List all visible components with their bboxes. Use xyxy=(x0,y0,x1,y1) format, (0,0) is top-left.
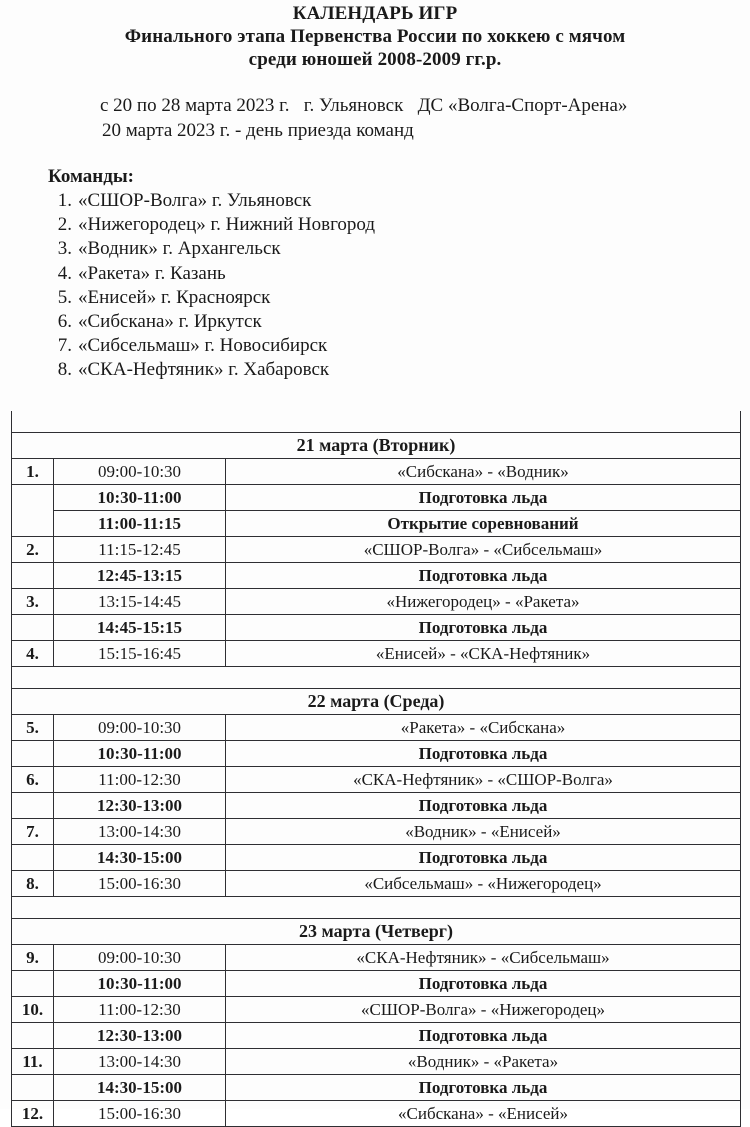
schedule-row-time: 09:00-10:30 xyxy=(54,945,226,971)
schedule-spacer-row xyxy=(12,897,741,919)
schedule-break-row xyxy=(12,741,741,767)
schedule-row-number: 1. xyxy=(12,459,54,485)
venue-city: г. Ульяновск xyxy=(303,95,404,116)
schedule-row-number xyxy=(12,793,54,819)
schedule-row-event: Подготовка льда xyxy=(226,1075,741,1101)
schedule-match-row xyxy=(12,945,741,971)
schedule-row-match: «Енисей» - «СКА-Нефтяник» xyxy=(226,641,741,667)
schedule-row-time: 11:00-11:15 xyxy=(54,511,226,537)
schedule-break-row xyxy=(12,511,741,537)
team-name: «Енисей» г. Красноярск xyxy=(78,286,271,308)
schedule-break-row xyxy=(12,1075,741,1101)
schedule-row-time: 14:30-15:00 xyxy=(54,1075,226,1101)
schedule-day-header-row xyxy=(12,433,741,459)
schedule-row-time: 13:00-14:30 xyxy=(54,819,226,845)
schedule-row-match: «Водник» - «Енисей» xyxy=(226,819,741,845)
schedule-row-number: 7. xyxy=(12,819,54,845)
venue-arena: ДС «Волга-Спорт-Арена» xyxy=(417,95,628,116)
schedule-break-row xyxy=(12,971,741,997)
schedule-row-number: 12. xyxy=(12,1101,54,1127)
team-index: 3. xyxy=(57,238,72,260)
schedule-row-event: Подготовка льда xyxy=(226,741,741,767)
schedule-row-number xyxy=(12,741,54,767)
schedule-row-time: 09:00-10:30 xyxy=(54,459,226,485)
team-name: «Нижегородец» г. Нижний Новгород xyxy=(78,214,376,236)
team-index: 6. xyxy=(57,311,72,333)
schedule-table xyxy=(11,411,741,1127)
schedule-match-row xyxy=(12,997,741,1023)
schedule-row-time: 09:00-10:30 xyxy=(54,715,226,741)
schedule-row-time: 13:00-14:30 xyxy=(54,1049,226,1075)
schedule-row-number: 4. xyxy=(12,641,54,667)
team-index: 8. xyxy=(57,359,72,381)
schedule-row-match: «Сибсельмаш» - «Нижегородец» xyxy=(226,871,741,897)
schedule-row-number xyxy=(12,485,54,511)
schedule-row-match: «Сибскана» - «Водник» xyxy=(226,459,741,485)
schedule-break-row xyxy=(12,615,741,641)
schedule-row-match: «Водник» - «Ракета» xyxy=(226,1049,741,1075)
schedule-day-header-row xyxy=(12,919,741,945)
schedule-row-number xyxy=(12,971,54,997)
schedule-break-row xyxy=(12,845,741,871)
schedule-row-time: 10:30-11:00 xyxy=(54,971,226,997)
title-line-subtitle: Финального этапа Первенства России по хоккею с мячом xyxy=(124,26,626,47)
schedule-day-label: 21 марта (Вторник) xyxy=(12,433,741,459)
schedule-row-number: 11. xyxy=(12,1049,54,1075)
schedule-row-event: Подготовка льда xyxy=(226,845,741,871)
venue-block xyxy=(0,93,750,143)
schedule-row-match: «Нижегородец» - «Ракета» xyxy=(226,589,741,615)
team-name: «Сибскана» г. Иркутск xyxy=(78,311,262,333)
schedule-match-row xyxy=(12,589,741,615)
schedule-row-number xyxy=(12,511,54,537)
schedule-match-row xyxy=(12,459,741,485)
schedule-spacer-cell xyxy=(12,667,741,689)
team-index: 4. xyxy=(57,262,72,284)
schedule-row-time: 12:30-13:00 xyxy=(54,793,226,819)
schedule-row-time: 10:30-11:00 xyxy=(54,741,226,767)
schedule-spacer-cell xyxy=(12,897,741,919)
team-name: «Водник» г. Архангельск xyxy=(78,238,281,260)
schedule-row-match: «СШОР-Волга» - «Нижегородец» xyxy=(226,997,741,1023)
team-index: 2. xyxy=(57,214,72,236)
title-line-age-group: среди юношей 2008-2009 гг.р. xyxy=(248,49,502,70)
schedule-row-number xyxy=(12,615,54,641)
team-list-item xyxy=(48,334,750,358)
schedule-row-time: 11:15-12:45 xyxy=(54,537,226,563)
schedule-table-wrapper xyxy=(11,411,740,1127)
schedule-row-event: Подготовка льда xyxy=(226,563,741,589)
venue-arrival-note: 20 марта 2023 г. - день приезда команд xyxy=(102,120,414,141)
schedule-row-time: 12:30-13:00 xyxy=(54,1023,226,1049)
team-list-item xyxy=(48,310,750,334)
schedule-match-row xyxy=(12,871,741,897)
schedule-row-time: 11:00-12:30 xyxy=(54,997,226,1023)
team-index: 7. xyxy=(57,335,72,357)
schedule-row-time: 14:45-15:15 xyxy=(54,615,226,641)
schedule-row-match: «СКА-Нефтяник» - «Сибсельмаш» xyxy=(226,945,741,971)
schedule-row-number: 5. xyxy=(12,715,54,741)
schedule-break-row xyxy=(12,1023,741,1049)
schedule-spacer-row xyxy=(12,667,741,689)
team-index: 1. xyxy=(57,190,72,211)
schedule-row-match: «Сибскана» - «Енисей» xyxy=(226,1101,741,1127)
schedule-match-row xyxy=(12,537,741,563)
team-list-item xyxy=(48,286,750,310)
team-list-item xyxy=(48,189,750,213)
schedule-match-row xyxy=(12,819,741,845)
schedule-match-row xyxy=(12,1049,741,1075)
team-list-item xyxy=(48,358,750,382)
schedule-row-event: Подготовка льда xyxy=(226,1023,741,1049)
schedule-row-event: Подготовка льда xyxy=(226,615,741,641)
schedule-day-label: 23 марта (Четверг) xyxy=(12,919,741,945)
schedule-row-event: Подготовка льда xyxy=(226,793,741,819)
schedule-spacer-cell xyxy=(12,411,741,433)
schedule-row-number xyxy=(12,1075,54,1101)
schedule-row-match: «СШОР-Волга» - «Сибсельмаш» xyxy=(226,537,741,563)
schedule-row-number: 9. xyxy=(12,945,54,971)
schedule-day-label: 22 марта (Среда) xyxy=(12,689,741,715)
schedule-row-time: 10:30-11:00 xyxy=(54,485,226,511)
schedule-match-row xyxy=(12,1101,741,1127)
schedule-row-number xyxy=(12,1023,54,1049)
schedule-match-row xyxy=(12,767,741,793)
schedule-row-number: 2. xyxy=(12,537,54,563)
schedule-row-number: 8. xyxy=(12,871,54,897)
schedule-row-time: 15:00-16:30 xyxy=(54,1101,226,1127)
schedule-row-event: Подготовка льда xyxy=(226,971,741,997)
team-name: «СШОР-Волга» г. Ульяновск xyxy=(78,190,312,211)
venue-dates: с 20 по 28 марта 2023 г. xyxy=(100,95,290,116)
schedule-row-number: 10. xyxy=(12,997,54,1023)
team-index: 5. xyxy=(57,286,72,308)
team-name: «Ракета» г. Казань xyxy=(78,262,226,284)
schedule-row-time: 14:30-15:00 xyxy=(54,845,226,871)
schedule-row-number xyxy=(12,563,54,589)
schedule-match-row xyxy=(12,715,741,741)
schedule-row-event: Подготовка льда xyxy=(226,485,741,511)
schedule-row-number: 3. xyxy=(12,589,54,615)
teams-heading: Команды: xyxy=(48,166,135,187)
document-title-block xyxy=(0,0,750,71)
schedule-row-time: 11:00-12:30 xyxy=(54,767,226,793)
team-list-item xyxy=(48,262,750,286)
team-name: «Сибсельмаш» г. Новосибирск xyxy=(78,335,328,357)
schedule-row-match: «СКА-Нефтяник» - «СШОР-Волга» xyxy=(226,767,741,793)
team-list-item xyxy=(48,213,750,237)
schedule-break-row xyxy=(12,563,741,589)
schedule-row-number xyxy=(12,845,54,871)
team-list-item xyxy=(48,237,750,261)
schedule-row-time: 15:00-16:30 xyxy=(54,871,226,897)
schedule-row-match: «Ракета» - «Сибскана» xyxy=(226,715,741,741)
team-name: «СКА-Нефтяник» г. Хабаровск xyxy=(78,359,330,381)
schedule-break-row xyxy=(12,485,741,511)
schedule-row-time: 12:45-13:15 xyxy=(54,563,226,589)
schedule-row-event: Открытие соревнований xyxy=(226,511,741,537)
teams-list xyxy=(48,189,750,383)
venue-line-dates-city-arena xyxy=(100,93,750,118)
schedule-row-time: 13:15-14:45 xyxy=(54,589,226,615)
schedule-break-row xyxy=(12,793,741,819)
title-line-main: КАЛЕНДАРЬ ИГР xyxy=(292,3,458,24)
schedule-row-number: 6. xyxy=(12,767,54,793)
schedule-match-row xyxy=(12,641,741,667)
teams-block xyxy=(0,165,750,383)
schedule-row-time: 15:15-16:45 xyxy=(54,641,226,667)
schedule-day-header-row xyxy=(12,689,741,715)
schedule-spacer-row xyxy=(12,411,741,433)
